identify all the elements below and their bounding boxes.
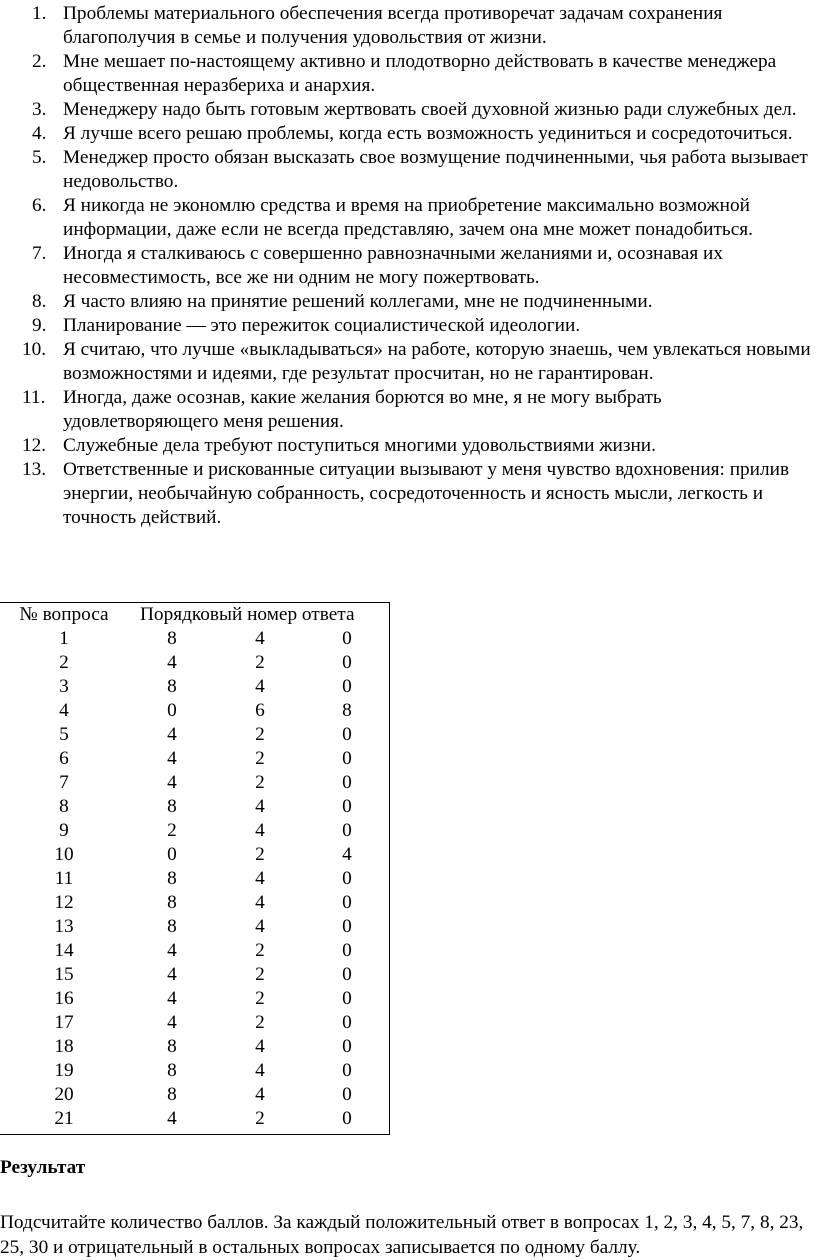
item-number: 2. (32, 51, 47, 72)
table-row (0, 819, 390, 843)
answer-value-cell: 2 (255, 748, 265, 769)
answer-value-cell: 4 (167, 964, 177, 985)
item-text: Планирование — это пережиток социалистической идеологии. (63, 315, 581, 336)
item-text: Проблемы материального обеспечения всегда противоречат задачам сохранения благополучия в семье и получения удовольствия от жизни. (63, 3, 723, 48)
list-item (0, 194, 816, 242)
answers-table (0, 603, 390, 1131)
table-row (0, 987, 390, 1011)
header-answer-cell: Порядковый номер ответа (140, 604, 355, 625)
answer-value-cell: 8 (342, 700, 352, 721)
table-row (0, 795, 390, 819)
item-number: 7. (32, 243, 47, 264)
answer-value-cell: 8 (167, 892, 177, 913)
table-row (0, 1011, 390, 1035)
table-row (0, 747, 390, 771)
question-number-cell: 10 (54, 844, 74, 865)
item-text: Мне мешает по-настоящему активно и плодотворно действовать в качестве менеджера общественная неразбериха и анархия. (63, 51, 777, 96)
item-number: 8. (32, 291, 47, 312)
answer-value-cell: 0 (342, 772, 352, 793)
table-row (0, 627, 390, 651)
table-body (0, 627, 390, 1131)
question-number-cell: 18 (54, 1036, 74, 1057)
answer-value-cell: 0 (342, 988, 352, 1009)
question-number-cell: 3 (59, 676, 69, 697)
question-number-cell: 4 (59, 700, 69, 721)
answer-value-cell: 0 (342, 1060, 352, 1081)
result-heading: Результат (0, 1157, 86, 1178)
answer-value-cell: 4 (167, 748, 177, 769)
question-number-cell: 12 (54, 892, 74, 913)
answer-value-cell: 0 (342, 1012, 352, 1033)
list-item (0, 386, 816, 434)
question-number-cell: 9 (59, 820, 69, 841)
answer-value-cell: 2 (255, 988, 265, 1009)
item-text: Я никогда не экономлю средства и время на приобретение максимально возможной информации, даже если не всегда представляю, зачем она мне может понадобиться. (63, 195, 753, 240)
answer-value-cell: 0 (342, 916, 352, 937)
answer-value-cell: 4 (342, 844, 352, 865)
answer-value-cell: 0 (342, 652, 352, 673)
item-number: 5. (32, 147, 47, 168)
item-text: Я считаю, что лучше «выкладываться» на работе, которую знаешь, чем увлекаться новыми возможностями и идеями, где результат просчитан, но не гарантирован. (63, 339, 811, 384)
question-number-cell: 8 (59, 796, 69, 817)
item-text: Я часто влияю на принятие решений коллегами, мне не подчиненными. (63, 291, 653, 312)
item-number: 1. (32, 3, 47, 24)
answer-value-cell: 2 (255, 652, 265, 673)
answer-value-cell: 4 (255, 676, 265, 697)
answer-value-cell: 2 (255, 844, 265, 865)
table-row (0, 1059, 390, 1083)
table-row (0, 843, 390, 867)
answer-value-cell: 8 (167, 916, 177, 937)
item-text: Иногда я сталкиваюсь с совершенно равнозначными желаниями и, осознавая их несовместимость, все же ни одним не могу пожертвовать. (63, 243, 723, 288)
answer-value-cell: 0 (342, 940, 352, 961)
answer-value-cell: 8 (167, 868, 177, 889)
answer-value-cell: 8 (167, 796, 177, 817)
table-row (0, 699, 390, 723)
answer-value-cell: 4 (255, 628, 265, 649)
question-number-cell: 1 (59, 628, 69, 649)
answer-value-cell: 2 (167, 820, 177, 841)
answer-value-cell: 4 (255, 868, 265, 889)
question-number-cell: 6 (59, 748, 69, 769)
answer-value-cell: 0 (342, 1108, 352, 1129)
answer-value-cell: 0 (342, 724, 352, 745)
answer-value-cell: 2 (255, 1012, 265, 1033)
item-text: Я лучше всего решаю проблемы, когда есть возможность уединиться и сосредоточиться. (63, 123, 793, 144)
answer-value-cell: 0 (342, 964, 352, 985)
answer-value-cell: 0 (342, 676, 352, 697)
answer-value-cell: 8 (167, 1060, 177, 1081)
item-number: 4. (32, 123, 47, 144)
question-number-cell: 13 (54, 916, 74, 937)
answer-value-cell: 8 (167, 1084, 177, 1105)
list-item (0, 2, 816, 50)
question-number-cell: 15 (54, 964, 74, 985)
answer-value-cell: 4 (255, 1036, 265, 1057)
item-number: 11. (22, 387, 46, 408)
question-number-cell: 21 (54, 1108, 74, 1129)
answer-value-cell: 0 (342, 796, 352, 817)
table-row (0, 1035, 390, 1059)
answer-value-cell: 8 (167, 1036, 177, 1057)
table-row (0, 939, 390, 963)
answer-value-cell: 4 (255, 796, 265, 817)
item-text: Менеджеру надо быть готовым жертвовать своей духовной жизнью ради служебных дел. (63, 99, 797, 120)
list-item (0, 98, 816, 122)
answer-value-cell: 0 (342, 820, 352, 841)
table-row (0, 1083, 390, 1107)
answer-value-cell: 4 (255, 1084, 265, 1105)
table-header-row (0, 603, 390, 627)
answer-value-cell: 4 (167, 1108, 177, 1129)
item-text: Ответственные и рискованные ситуации вызывают у меня чувство вдохновения: прилив энергии, необычайную собранность, сосредоточенность и ясность мысли, легкость и точность действий. (63, 459, 790, 528)
table-row (0, 1107, 390, 1131)
answer-value-cell: 2 (255, 724, 265, 745)
table-row (0, 771, 390, 795)
list-item (0, 338, 816, 386)
question-number-cell: 2 (59, 652, 69, 673)
answer-value-cell: 2 (255, 964, 265, 985)
table-row (0, 915, 390, 939)
item-text: Иногда, даже осознав, какие желания борются во мне, я не могу выбрать удовлетворяющего меня решения. (63, 387, 662, 432)
answer-value-cell: 0 (342, 1084, 352, 1105)
item-number: 9. (32, 315, 47, 336)
list-item (0, 50, 816, 98)
answer-value-cell: 0 (342, 748, 352, 769)
answer-value-cell: 4 (255, 1060, 265, 1081)
list-item (0, 146, 816, 194)
answer-value-cell: 0 (342, 868, 352, 889)
question-number-cell: 11 (54, 868, 74, 889)
questions-list (0, 2, 816, 530)
question-number-cell: 19 (54, 1060, 74, 1081)
header-question-cell: № вопроса (19, 604, 109, 625)
answer-value-cell: 4 (167, 940, 177, 961)
item-number: 10. (22, 339, 47, 360)
table-row (0, 963, 390, 987)
table-row (0, 891, 390, 915)
table-row (0, 867, 390, 891)
question-number-cell: 17 (54, 1012, 74, 1033)
answer-value-cell: 0 (342, 892, 352, 913)
question-number-cell: 16 (54, 988, 74, 1009)
answer-value-cell: 4 (167, 772, 177, 793)
question-number-cell: 7 (59, 772, 69, 793)
item-number: 6. (32, 195, 47, 216)
answer-value-cell: 8 (167, 676, 177, 697)
table-row (0, 675, 390, 699)
answer-value-cell: 4 (255, 820, 265, 841)
answer-value-cell: 4 (167, 652, 177, 673)
answer-value-cell: 4 (255, 892, 265, 913)
answer-value-cell: 4 (167, 988, 177, 1009)
answer-value-cell: 0 (167, 844, 177, 865)
table-row (0, 651, 390, 675)
answer-value-cell: 2 (255, 1108, 265, 1129)
answer-value-cell: 4 (167, 1012, 177, 1033)
answer-value-cell: 0 (167, 700, 177, 721)
item-number: 12. (22, 435, 47, 456)
answer-value-cell: 0 (342, 1036, 352, 1057)
answer-value-cell: 4 (167, 724, 177, 745)
question-number-cell: 14 (54, 940, 74, 961)
answer-value-cell: 2 (255, 940, 265, 961)
item-number: 3. (32, 99, 47, 120)
list-item (0, 314, 816, 338)
list-item (0, 434, 816, 458)
answer-value-cell: 2 (255, 772, 265, 793)
answer-value-cell: 0 (342, 628, 352, 649)
question-number-cell: 5 (59, 724, 69, 745)
list-item (0, 122, 816, 146)
question-number-cell: 20 (54, 1084, 74, 1105)
list-item (0, 242, 816, 290)
item-number: 13. (22, 459, 47, 480)
list-item (0, 458, 816, 530)
answer-value-cell: 4 (255, 916, 265, 937)
item-text: Служебные дела требуют поступиться многими удовольствиями жизни. (63, 435, 656, 456)
table-row (0, 723, 390, 747)
answer-value-cell: 6 (255, 700, 265, 721)
list-item (0, 290, 816, 314)
result-paragraph: Подсчитайте количество баллов. За каждый положительный ответ в вопросах 1, 2, 3, 4, 5, 7, 8, 23, 25, 30 и отрицательный в остальных вопросах записывается по одному баллу. (0, 1212, 804, 1258)
item-text: Менеджер просто обязан высказать свое возмущение подчиненными, чья работа вызывает недовольство. (63, 147, 808, 192)
answer-value-cell: 8 (167, 628, 177, 649)
